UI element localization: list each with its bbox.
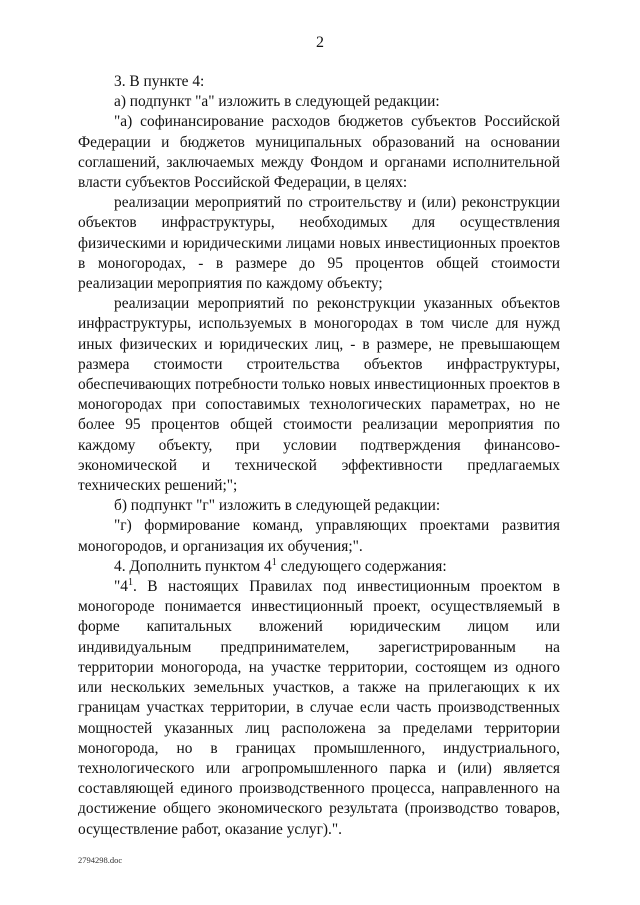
paragraph-subitem-g: б) подпункт "г" изложить в следующей редакции:: [114, 497, 441, 515]
footer-doc-id: 2794298.doc: [78, 855, 123, 865]
item-4-text-start: 4. Дополнить пунктом 4: [114, 557, 272, 575]
item-4-superscript: 1: [271, 556, 277, 568]
paragraph-item-3: 3. В пункте 4:: [114, 73, 205, 90]
paragraph-subitem-a: а) подпункт "а" изложить в следующей редакции:: [114, 93, 440, 111]
paragraph-reconstruction: реализации мероприятий по реконструкции указанных объектов инфраструктуры, используемых в моногородах в том числе для нужд иных физических и юридических лиц, - в размере, не превышающем размера стоимости строительства объектов инфраструктуры, обеспечивающих потребности только новых инвестиционных проектов в моногородах при сопоставимых технологических параметрах, но не более 95 процентов общей стоимости реализации мероприятия по каждому объекту, при условии подтверждения финансово-экономической и технической эффективности предлагаемых технических решений;";: [78, 295, 560, 495]
page-number: 2: [316, 34, 324, 51]
item-4-1-text-start: "4: [114, 578, 128, 596]
paragraph-subitem-a-text: "а) софинансирование расходов бюджетов субъектов Российской Федерации и бюджетов муниципальных образований на основании соглашений, заключаемых между Фондом и органами исполнительной власти субъектов Российской Федерации, в целях:: [78, 113, 560, 192]
paragraph-item-4: [78, 557, 560, 577]
paragraph-item-4-1: [78, 577, 560, 840]
paragraph-subitem-g-text: "г) формирование команд, управляющих проектами развития моногородов, и организация их обучения;".: [78, 517, 560, 555]
paragraph-construction: реализации мероприятий по строительству и (или) реконструкции объектов инфраструктуры, необходимых для осуществления физическими и юридическими лицами новых инвестиционных проектов в моногородах, - в размере до 95 процентов общей стоимости реализации мероприятия по каждому объекту;: [78, 194, 560, 293]
document-body: [78, 72, 560, 840]
item-4-1-superscript: 1: [127, 577, 133, 589]
item-4-text-end: следующего содержания:: [276, 557, 447, 575]
item-4-1-text-end: . В настоящих Правилах под инвестиционным проектом в моногороде понимается инвестиционный проект, осуществляемый в форме капитальных вложений юридическим лицом или индивидуальным предпринимателем, зарегистрированным на территории моногорода, на участке территории, состоящем из одного или нескольких земельных участков, а также на прилегающих к их границам участках территории, в случае если часть производственных мощностей указанных лиц расположена за пределами территории моногорода, но в границах промышленного, индустриального, технологического или агропромышленного парка и (или) является составляющей единого производственного процесса, направленного на достижение общего экономического результата (производство товаров, осуществление работ, оказание услуг).".: [78, 578, 560, 838]
